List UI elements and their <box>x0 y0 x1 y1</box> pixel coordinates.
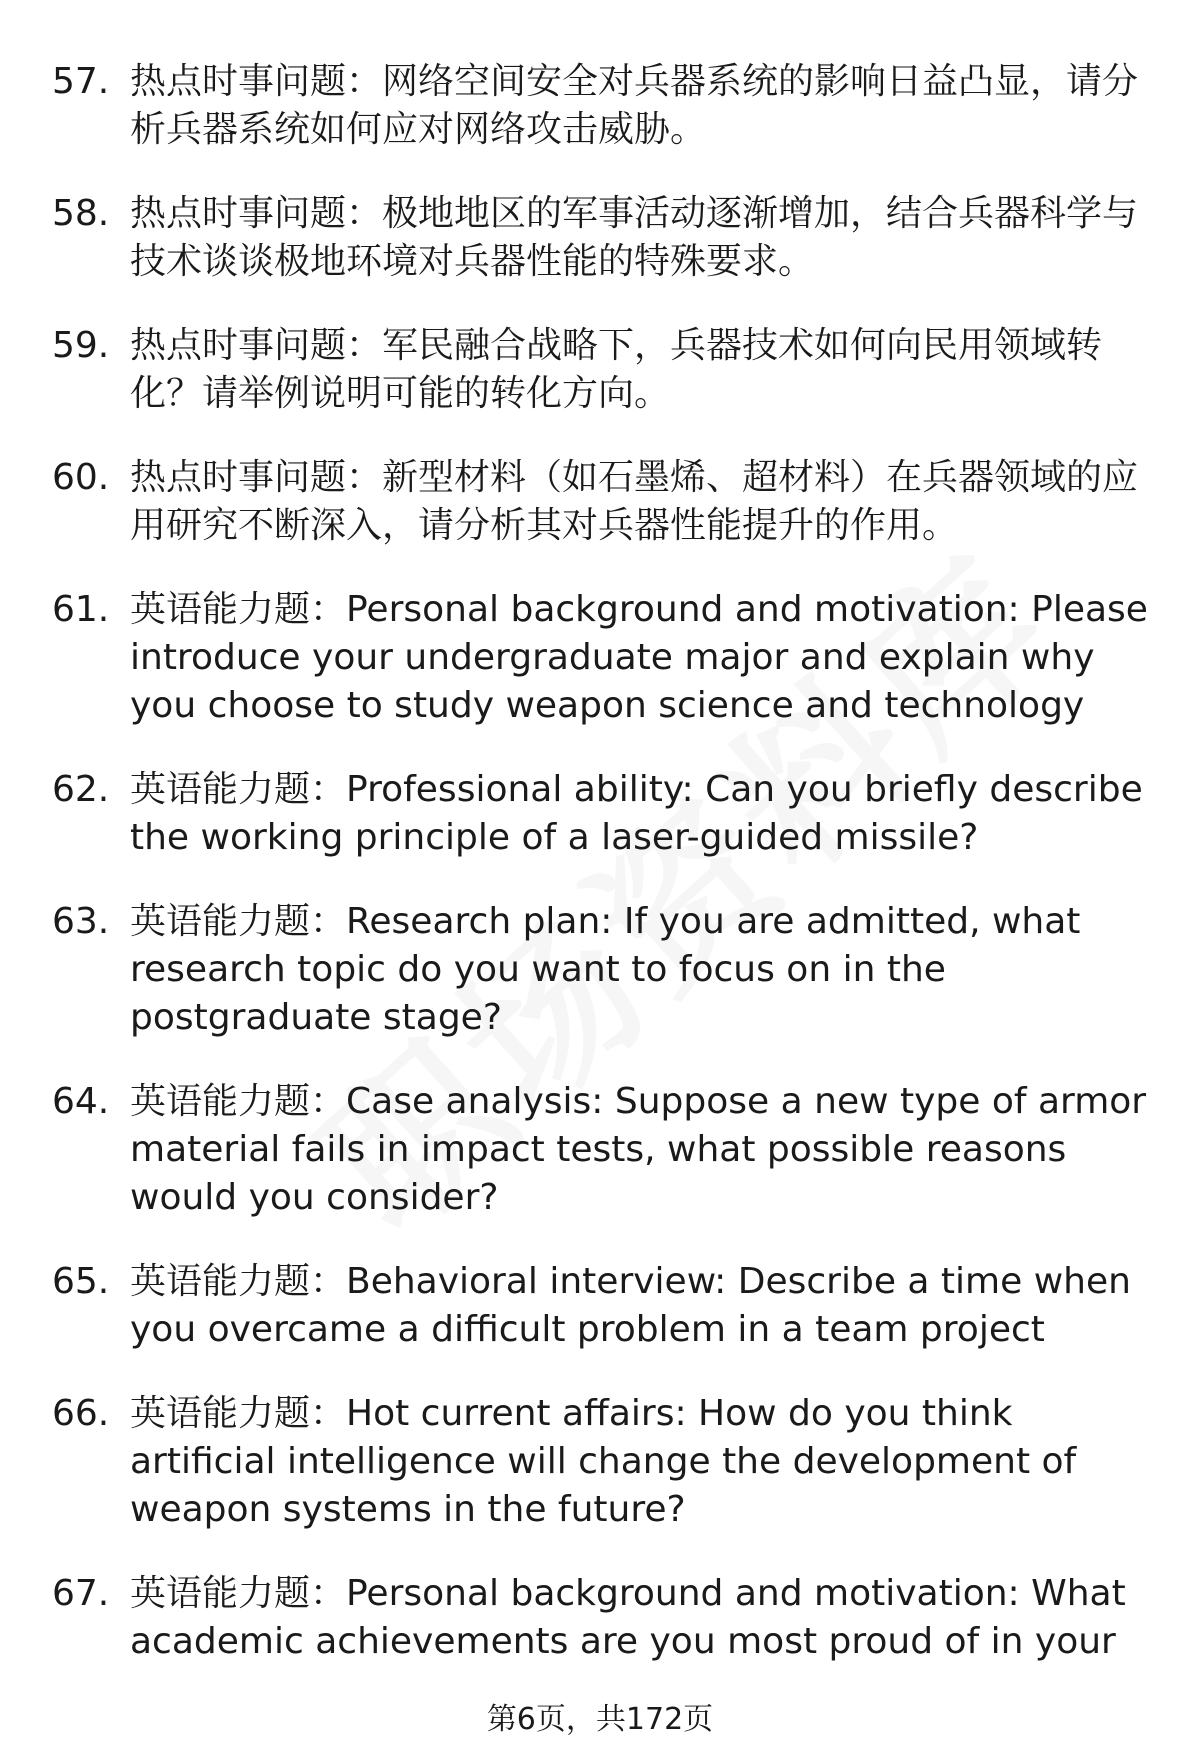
question-number: 65. <box>52 1261 110 1302</box>
question-text: 英语能力题：Behavioral interview: Describe a time when you overcame a difficult problem in a team project <box>130 1261 1131 1350</box>
question-text: 英语能力题：Research plan: If you are admitted, what research topic do you want to focus on in the postgraduate stage? <box>130 901 1081 1038</box>
question-text: 热点时事问题：军民融合战略下，兵器技术如何向民用领域转化？请举例说明可能的转化方向。 <box>130 325 1103 414</box>
question-text: 英语能力题：Personal background and motivation: What academic achievements are you most proud of in your <box>130 1573 1126 1662</box>
question-text: 热点时事问题：新型材料（如石墨烯、超材料）在兵器领域的应用研究不断深入，请分析其对兵器性能提升的作用。 <box>130 457 1139 546</box>
question-item <box>52 1258 1160 1354</box>
question-item <box>52 586 1160 730</box>
question-item <box>52 1570 1160 1666</box>
question-item <box>52 898 1160 1042</box>
question-list <box>52 58 1160 1666</box>
question-number: 64. <box>52 1081 110 1122</box>
page-footer: 第6页，共172页 <box>486 1702 714 1737</box>
question-item <box>52 322 1160 418</box>
question-number: 60. <box>52 457 110 498</box>
question-text: 英语能力题：Personal background and motivation: Please introduce your undergraduate major and explain why you choose to study weapon science and technology <box>130 589 1148 726</box>
question-number: 63. <box>52 901 110 942</box>
question-text: 英语能力题：Hot current affairs: How do you think artificial intelligence will change the development of weapon systems in the future? <box>130 1393 1077 1530</box>
question-number: 61. <box>52 589 110 630</box>
question-text: 英语能力题：Case analysis: Suppose a new type of armor material fails in impact tests, what possible reasons would you consider? <box>130 1081 1147 1218</box>
question-item <box>52 454 1160 550</box>
question-number: 62. <box>52 769 110 810</box>
question-text: 热点时事问题：网络空间安全对兵器系统的影响日益凸显，请分析兵器系统如何应对网络攻击威胁。 <box>130 61 1139 150</box>
question-item <box>52 190 1160 286</box>
question-number: 67. <box>52 1573 110 1614</box>
question-number: 59. <box>52 325 110 366</box>
question-text: 热点时事问题：极地地区的军事活动逐渐增加，结合兵器科学与技术谈谈极地环境对兵器性能的特殊要求。 <box>130 193 1139 282</box>
question-text: 英语能力题：Professional ability: Can you briefly describe the working principle of a laser-guided missile? <box>130 769 1143 858</box>
question-item <box>52 1390 1160 1534</box>
question-item <box>52 766 1160 862</box>
question-number: 58. <box>52 193 110 234</box>
question-number: 66. <box>52 1393 110 1434</box>
question-number: 57. <box>52 61 110 102</box>
question-item <box>52 58 1160 154</box>
question-item <box>52 1078 1160 1222</box>
